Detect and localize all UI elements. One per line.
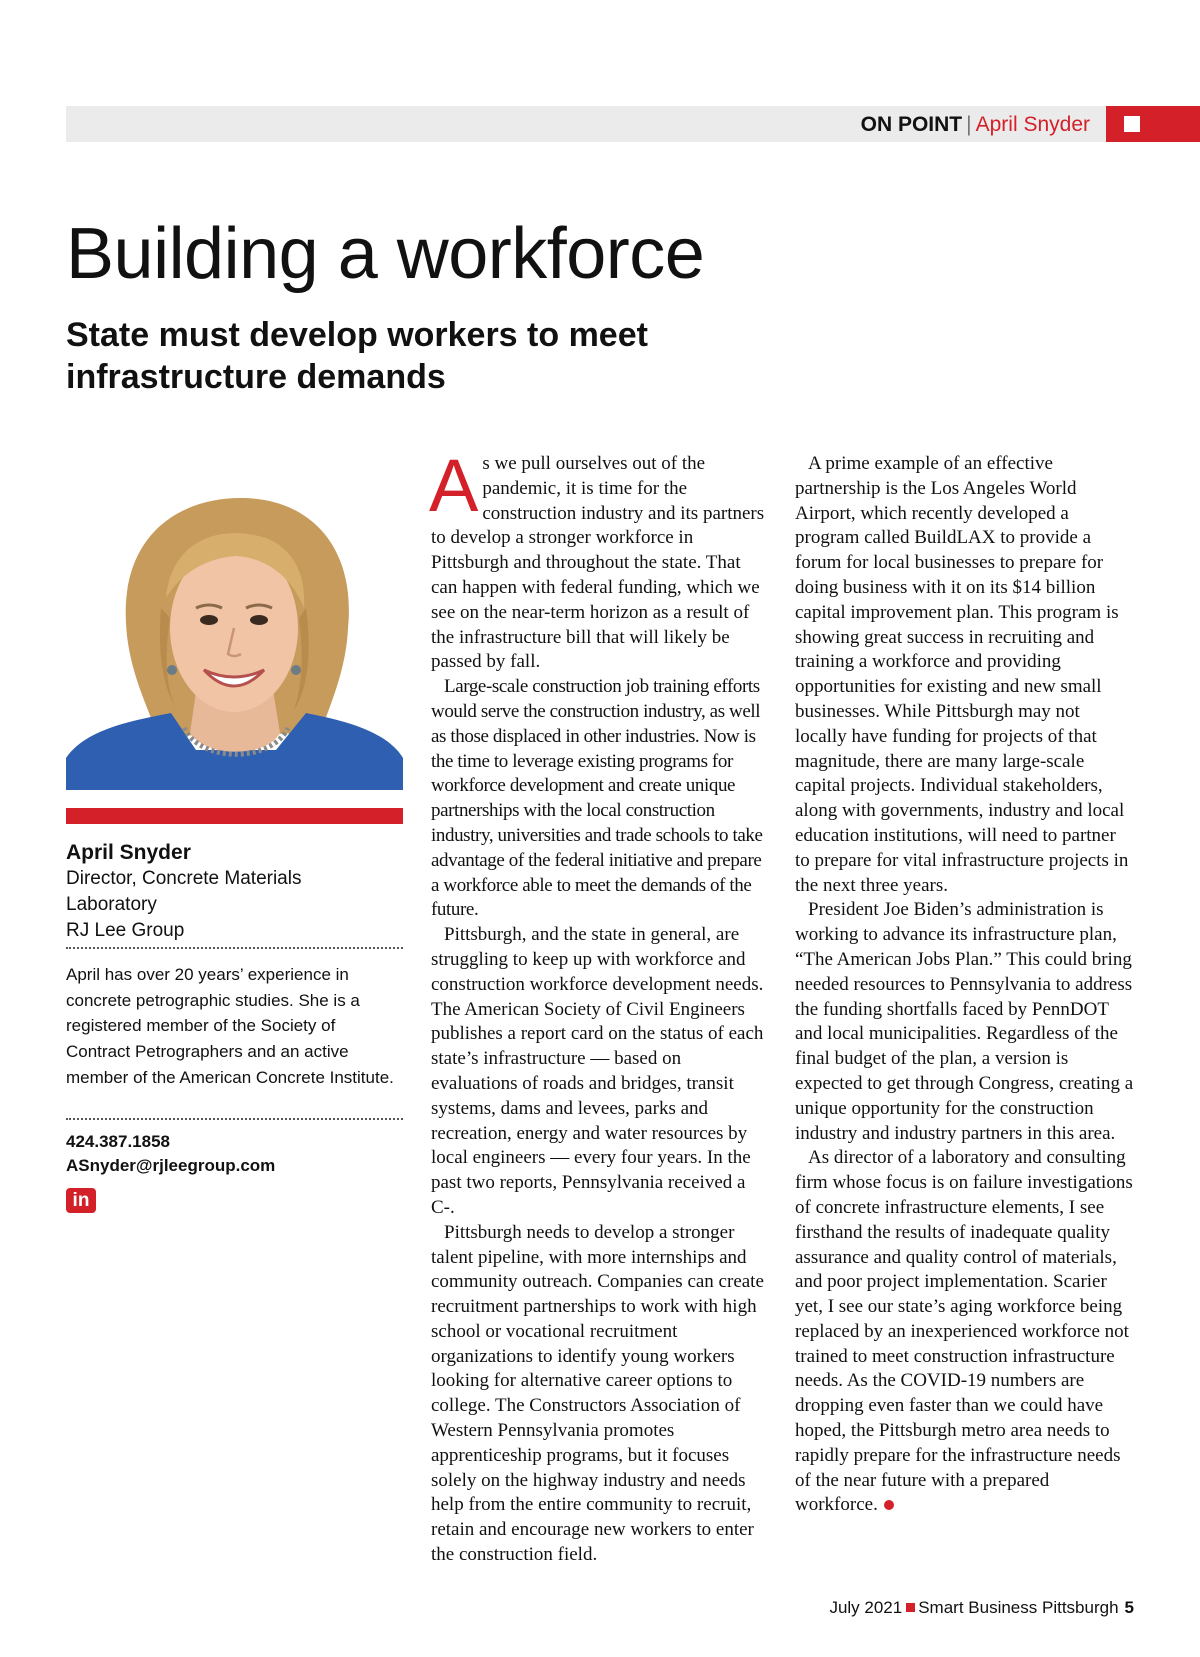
author-bio: April has over 20 years’ experience in concrete petrographic studies. She is a registered member of the Society of Contract Petrographers and an active member of the American Concrete Institute. — [66, 965, 394, 1087]
page-footer — [829, 1598, 1134, 1618]
article-paragraph-text: s we pull ourselves out of the pandemic, it is time for the construction industry and its partners to develop a stronger workforce in Pittsburgh and throughout the state. That can happen with federal funding, which we see on the near-term horizon as a result of the infrastructure bill that will likely be passed by fall. — [431, 453, 765, 673]
article-paragraph: Pittsburgh needs to develop a stronger talent pipeline, with more internships and community outreach. Companies can create recruitment partnerships to work with high school or vocational recruitment organizations to identify young workers looking for alternative career options to college. The Constructors Association of Western Pennsylvania promotes apprenticeship programs, but it focuses solely on the highway industry and needs help from the entire community to recruit, retain and encourage new workers to enter the construction field. — [431, 1221, 764, 1566]
author-email[interactable]: ASnyder@rjleegroup.com — [66, 1156, 276, 1175]
author-photo — [66, 458, 403, 790]
article-paragraph — [429, 444, 771, 675]
section-label: ON POINT — [860, 113, 963, 136]
header-bar — [66, 106, 1200, 142]
header-accent-block — [1106, 106, 1200, 142]
author-name: April Snyder — [66, 841, 191, 864]
article-paragraph — [795, 1146, 1135, 1518]
article-paragraph: A prime example of an effective partnership is the Los Angeles World Airport, which recently developed a program called BuildLAX to provide a forum for local businesses to prepare for doing business with it on its $14 billion capital improvement plan. This program is showing great success in recruiting and training a workforce and providing opportunities for existing and new small businesses. While Pittsburgh may not locally have funding for projects of that magnitude, there are many large-scale capital projects. Individual stakeholders, along with governments, industry and local education institutions, will need to partner to prepare for vital infrastructure projects in the next three years. — [795, 453, 1129, 896]
author-title — [66, 866, 403, 944]
header-author: April Snyder — [975, 113, 1090, 136]
square-icon — [906, 1603, 915, 1612]
article-paragraph: Large-scale construction job training efforts would serve the construction industry, as well as those displaced in other industries. Now is the time to leverage existing programs for workforce development and create unique partnerships with the local construction industry, universities and trade schools to take advantage of the federal initiative and prepare a workforce able to meet the demands of the future. — [431, 676, 763, 921]
author-company: RJ Lee Group — [66, 920, 185, 941]
author-phone[interactable]: 424.387.1858 — [66, 1132, 170, 1151]
footer-date: July 2021 — [829, 1598, 903, 1617]
dotted-divider — [66, 1118, 403, 1120]
article-paragraph: Pittsburgh, and the state in general, are struggling to keep up with workforce and construction workforce development needs. The American Society of Civil Engineers publishes a report card on the status of each state’s infrastructure — based on evaluations of roads and bridges, transit systems, dams and levees, parks and recreation, energy and water resources by local engineers — every four years. In the past two reports, Pennsylvania received a C-. — [431, 924, 764, 1218]
article-column-1 — [429, 444, 771, 1568]
drop-cap: A — [429, 444, 479, 527]
square-icon — [1124, 116, 1140, 132]
article-column-2 — [795, 452, 1135, 1518]
dotted-divider — [66, 947, 403, 949]
header-text — [861, 113, 1090, 137]
author-title-line2: Laboratory — [66, 894, 157, 915]
article-paragraph: President Joe Biden’s administration is working to advance its infrastructure plan, “The American Jobs Plan.” This could bring needed resources to Pennsylvania to address the funding shortfalls faced by PennDOT and local municipalities. Regardless of the final budget of the plan, a version is expected to get through Congress, creating a unique opportunity for the construction industry and industry partners in this area. — [795, 899, 1134, 1144]
page-number: 5 — [1124, 1598, 1134, 1617]
author-red-rule — [66, 808, 403, 824]
author-title-line1: Director, Concrete Materials — [66, 868, 302, 889]
linkedin-icon[interactable] — [66, 1188, 96, 1213]
end-mark-icon — [884, 1500, 894, 1510]
footer-publication: Smart Business Pittsburgh — [918, 1598, 1119, 1617]
linkedin-icon-label: in — [72, 1190, 90, 1211]
article-paragraph-text: As director of a laboratory and consulting firm whose focus is on failure investigations of concrete infrastructure elements, I see firsthand the results of inadequate quality assurance and quality control of materials, and poor project implementation. Scarier yet, I see our state’s aging workforce being replaced by an inexperienced workforce not trained to meet construction infrastructure needs. As the COVID-19 numbers are dropping even faster than we could have hoped, the Pittsburgh metro area needs to rapidly prepare for the infrastructure needs of the near future with a prepared workforce. — [795, 1147, 1133, 1516]
deck: State must develop workers to meet infrastructure demands — [66, 316, 648, 396]
header-separator: | — [966, 113, 972, 136]
headline: Building a workforce — [66, 214, 705, 294]
